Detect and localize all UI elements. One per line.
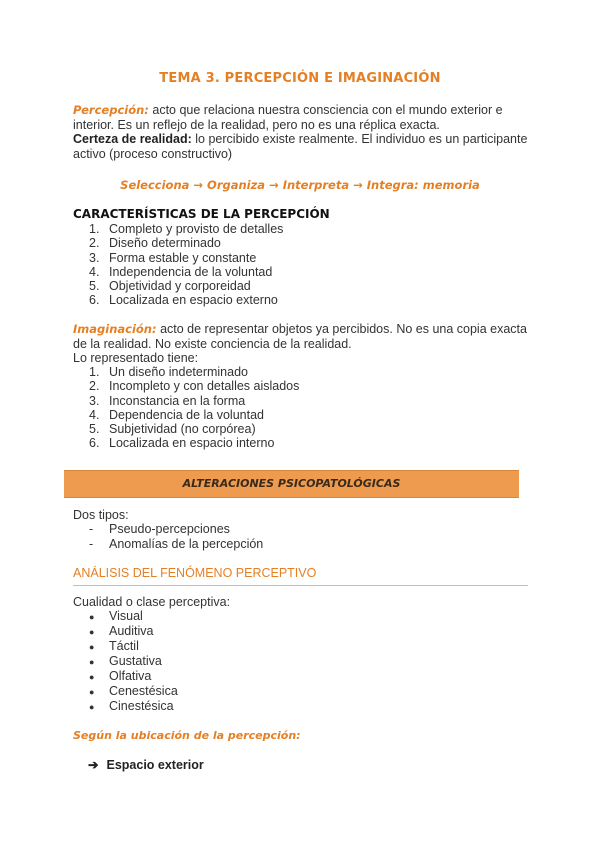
analisis-intro: Cualidad o clase perceptiva: [73, 595, 231, 609]
list-item: 2. Incompleto y con detalles aislados [89, 379, 300, 394]
espacio-exterior-label: Espacio exterior [106, 758, 204, 772]
list-item: ● Visual [89, 609, 143, 623]
imaginacion-definition [73, 322, 533, 366]
imaginacion-label: Imaginación: [73, 322, 157, 336]
list-item: 3. Forma estable y constante [89, 250, 257, 265]
list-item: - Pseudo-percepciones [89, 522, 230, 536]
percepcion-label: Percepción: [73, 103, 149, 117]
caracteristicas-list [73, 222, 283, 308]
list-item: 5. Subjetividad (no corpórea) [89, 422, 256, 437]
list-item: ● Cenestésica [89, 684, 178, 698]
list-item: 5. Objetividad y corporeidad [89, 279, 251, 294]
imaginacion-list [73, 365, 299, 451]
certeza-label: Certeza de realidad: [73, 132, 192, 146]
list-item: - Anomalías de la percepción [89, 536, 264, 551]
ubicacion-heading: Según la ubicación de la percepción: [73, 729, 301, 742]
process-flow: Selecciona → Organiza → Interpreta → Integra: memoria [120, 178, 480, 192]
list-item: 2. Diseño determinado [89, 236, 221, 251]
tipos-intro: Dos tipos: [73, 508, 129, 522]
analisis-heading: ANÁLISIS DEL FENÓMENO PERCEPTIVO [73, 566, 528, 586]
certeza-text: lo percibido existe realmente. El individuo es un participante activo (proceso constructivo) [73, 132, 528, 161]
list-item: 3. Inconstancia en la forma [89, 393, 246, 408]
analisis-list [73, 609, 178, 714]
list-item: ● Olfativa [89, 669, 152, 683]
tipos-list [73, 522, 263, 551]
imaginacion-text: acto de representar objetos ya percibidos. No es una copia exacta de la realidad. No existe conciencia de la realidad. [73, 322, 527, 351]
list-item: ● Cinestésica [89, 699, 174, 713]
alteraciones-banner: ALTERACIONES PSICOPATOLÓGICAS [64, 470, 519, 498]
list-item: 1. Un diseño indeterminado [89, 365, 248, 379]
caracteristicas-heading: CARACTERÍSTICAS DE LA PERCEPCIÓN [73, 207, 330, 221]
list-item: 1. Completo y provisto de detalles [89, 222, 284, 236]
list-item: 4. Independencia de la voluntad [89, 264, 273, 279]
imaginacion-intro: Lo representado tiene: [73, 351, 199, 365]
arrow-icon: ➔ [88, 758, 99, 772]
page-title: TEMA 3. PERCEPCIÓN E IMAGINACIÓN [159, 71, 441, 86]
list-item: 6. Localizada en espacio interno [89, 436, 275, 451]
list-item: 6. Localizada en espacio externo [89, 293, 278, 308]
percepcion-definition [73, 103, 533, 161]
espacio-exterior-item [88, 757, 204, 772]
percepcion-text: acto que relaciona nuestra consciencia con el mundo exterior e interior. Es un reflejo de la realidad, pero no es una réplica exacta. [73, 103, 503, 132]
list-item: 4. Dependencia de la voluntad [89, 407, 264, 422]
list-item: ● Gustativa [89, 654, 162, 668]
list-item: ● Auditiva [89, 624, 154, 638]
list-item: ● Táctil [89, 639, 139, 653]
